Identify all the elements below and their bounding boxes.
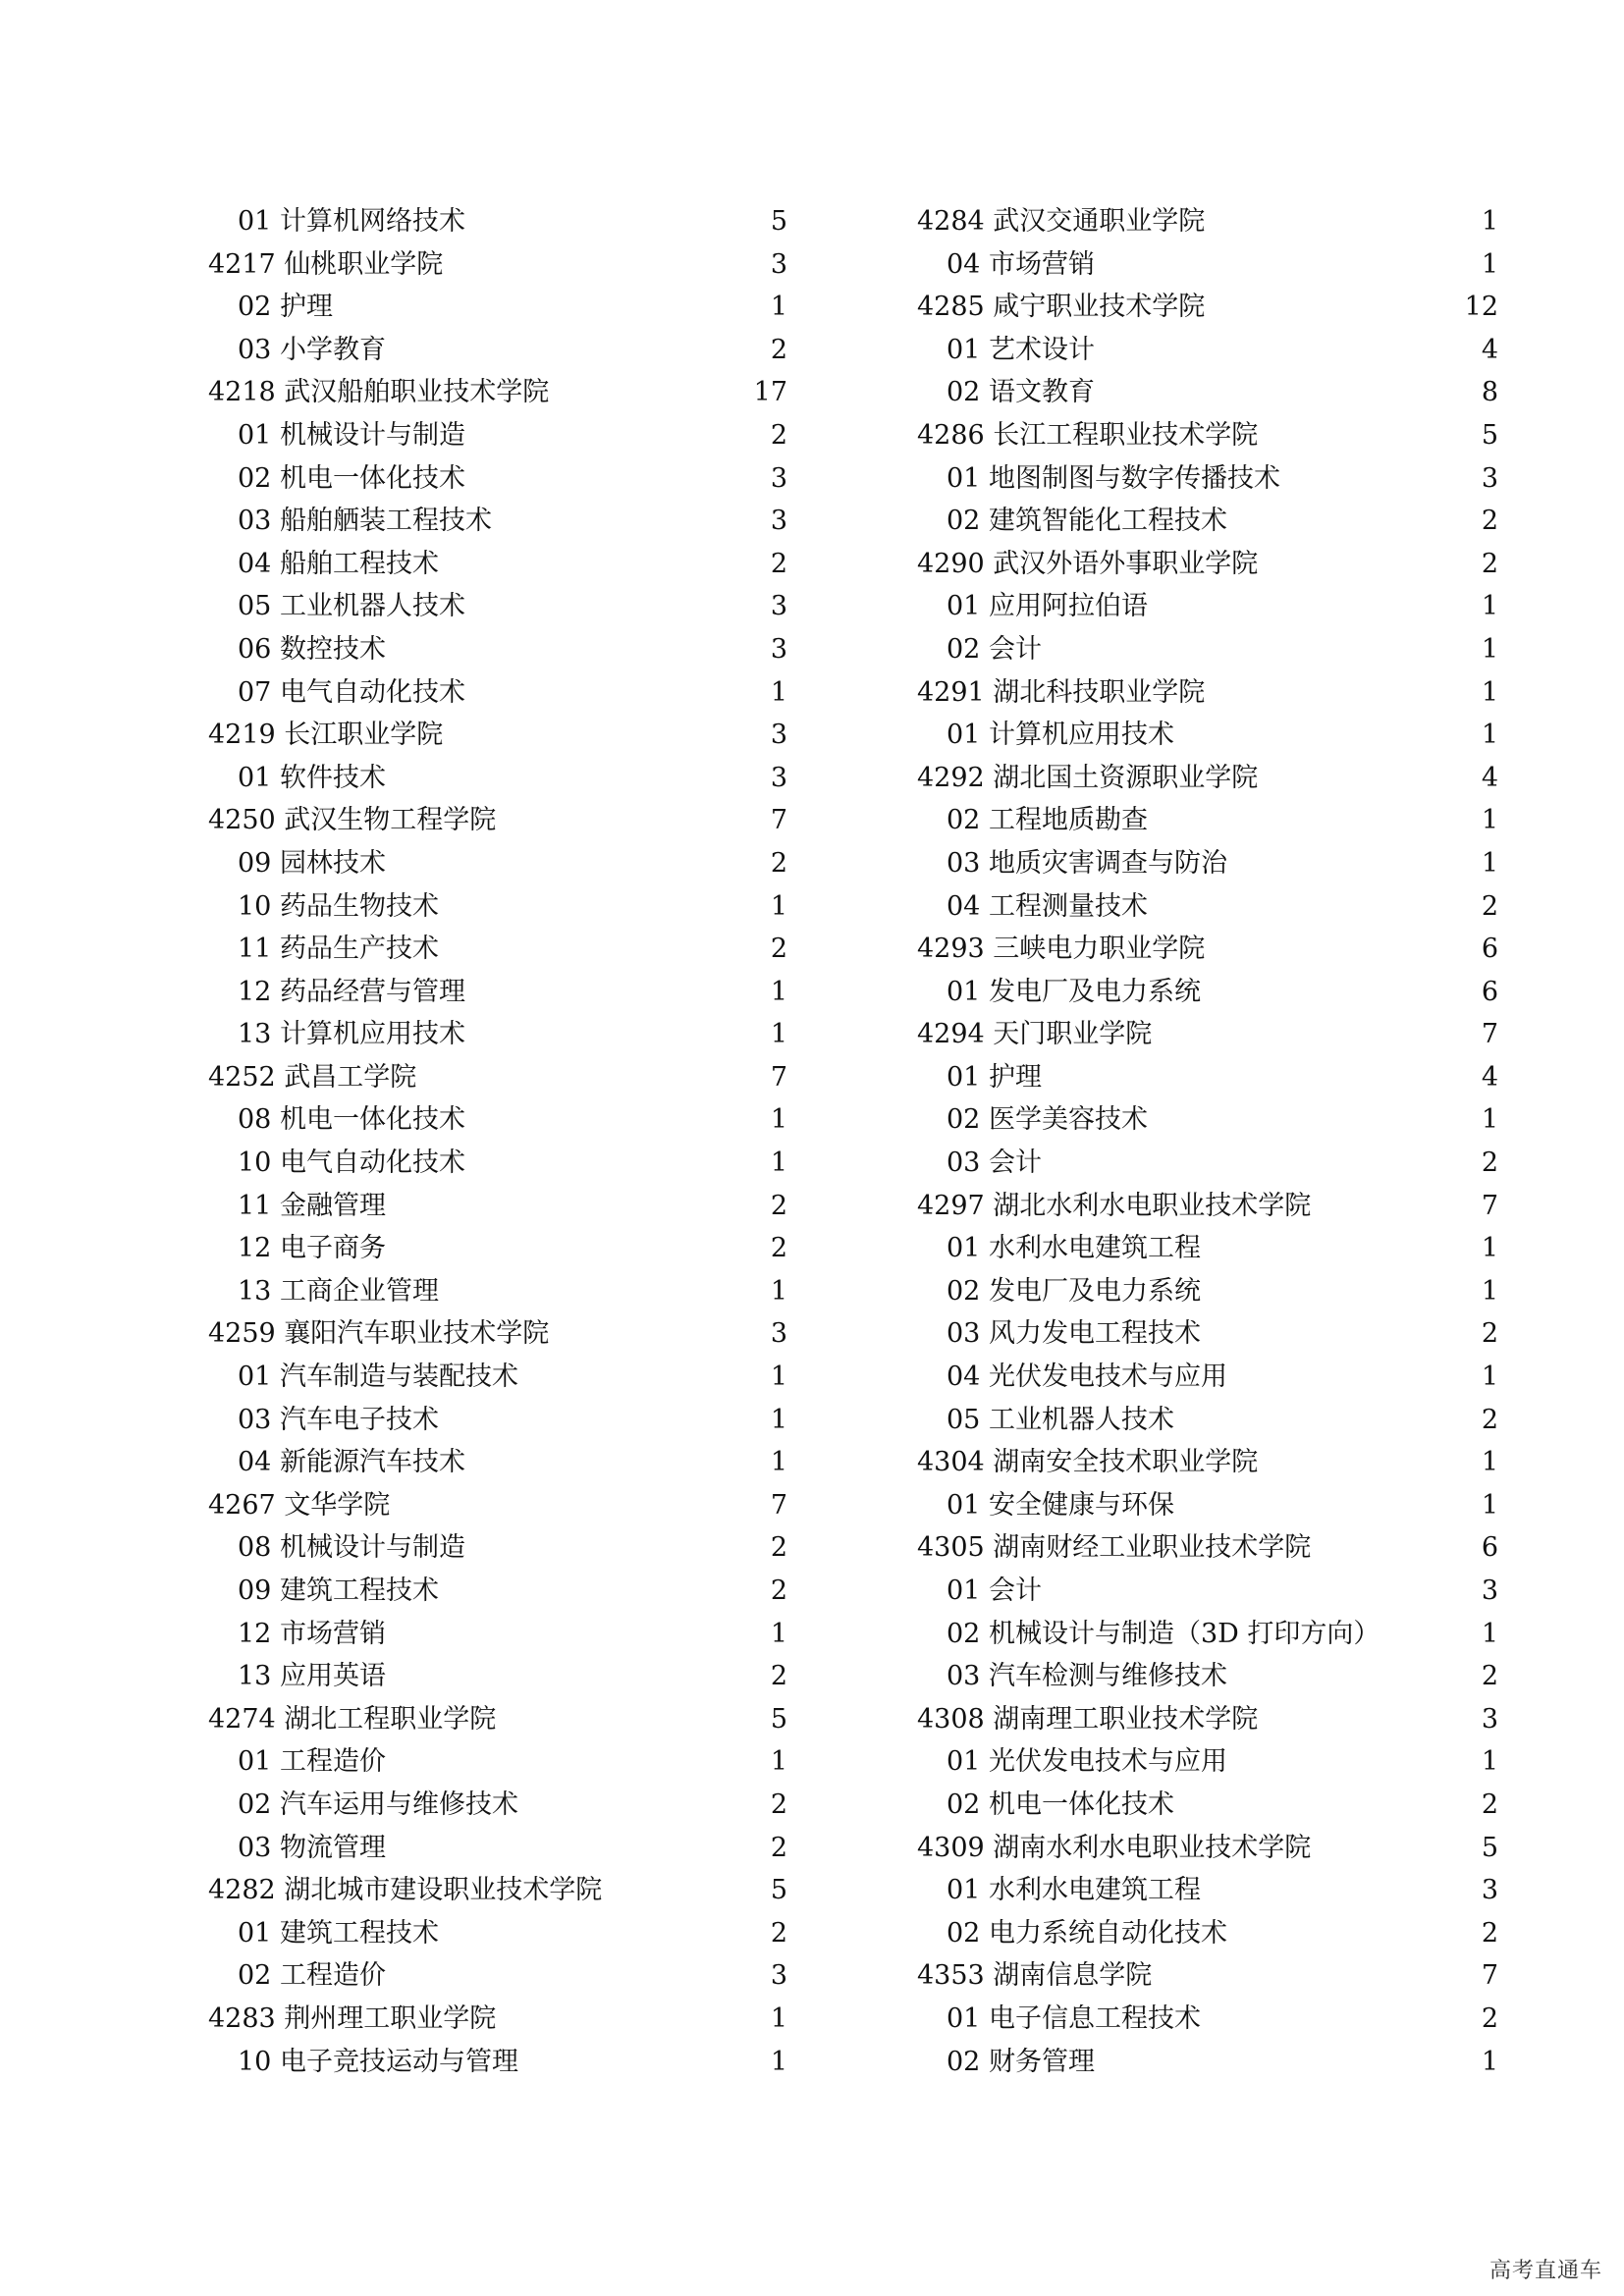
school-name: 4219 长江职业学院	[208, 720, 444, 751]
quota-count: 1	[770, 976, 787, 1007]
major-row	[208, 1784, 787, 1827]
school-row	[917, 1185, 1498, 1228]
quota-count: 3	[1481, 1875, 1498, 1906]
quota-count: 3	[770, 1960, 787, 1992]
quota-count: 1	[770, 2002, 787, 2034]
quota-count: 2	[770, 334, 787, 365]
school-row	[917, 1441, 1498, 1484]
quota-count: 1	[1481, 1104, 1498, 1136]
major-row	[208, 1142, 787, 1185]
major-name: 02 发电厂及电力系统	[947, 1275, 1201, 1307]
quota-count: 7	[770, 805, 787, 836]
major-row	[917, 628, 1498, 671]
major-name: 12 药品经营与管理	[238, 976, 465, 1007]
major-row	[208, 1441, 787, 1484]
quota-count: 3	[1481, 1703, 1498, 1735]
major-name: 04 新能源汽车技术	[238, 1447, 465, 1478]
quota-count: 17	[753, 377, 787, 408]
major-row	[917, 1312, 1498, 1356]
major-row	[917, 1784, 1498, 1827]
quota-count: 1	[1481, 591, 1498, 622]
major-row	[208, 500, 787, 543]
major-name: 04 船舶工程技术	[238, 548, 439, 579]
quota-count: 3	[770, 762, 787, 793]
quota-count: 3	[770, 248, 787, 280]
major-name: 01 汽车制造与装配技术	[238, 1362, 518, 1393]
quota-count: 2	[770, 1190, 787, 1221]
major-name: 01 地图制图与数字传播技术	[947, 462, 1280, 494]
school-row	[917, 1827, 1498, 1870]
school-row	[208, 1869, 787, 1912]
school-name: 4282 湖北城市建设职业技术学院	[208, 1875, 603, 1906]
major-name: 01 计算机应用技术	[947, 720, 1174, 751]
major-name: 01 护理	[947, 1061, 1042, 1093]
quota-count: 5	[1481, 1832, 1498, 1863]
quota-count: 2	[770, 1233, 787, 1264]
major-name: 03 会计	[947, 1148, 1042, 1179]
quota-count: 1	[770, 1404, 787, 1435]
major-row	[208, 286, 787, 329]
school-row	[208, 799, 787, 842]
school-row	[917, 757, 1498, 800]
quota-count: 3	[770, 591, 787, 622]
school-row	[917, 671, 1498, 715]
major-name: 01 计算机网络技术	[238, 206, 465, 237]
quota-count: 1	[770, 1746, 787, 1778]
major-row	[917, 714, 1498, 757]
major-row	[917, 1912, 1498, 1955]
major-row	[208, 1185, 787, 1228]
quota-count: 3	[770, 633, 787, 665]
major-name: 12 电子商务	[238, 1233, 386, 1264]
major-name: 12 市场营销	[238, 1618, 386, 1649]
major-name: 03 物流管理	[238, 1832, 386, 1863]
quota-count: 1	[1481, 805, 1498, 836]
quota-count: 3	[770, 1318, 787, 1350]
major-name: 02 会计	[947, 633, 1042, 665]
major-row	[917, 1142, 1498, 1185]
major-row	[208, 1526, 787, 1570]
quota-count: 2	[770, 1789, 787, 1820]
major-name: 01 电子信息工程技术	[947, 2002, 1201, 2034]
watermark-text: 高考直通车	[1489, 2259, 1602, 2283]
school-name: 4308 湖南理工职业技术学院	[917, 1703, 1259, 1735]
major-row	[917, 971, 1498, 1014]
quota-count: 2	[770, 847, 787, 879]
major-row	[917, 500, 1498, 543]
quota-count: 5	[770, 1703, 787, 1735]
major-name: 02 医学美容技术	[947, 1104, 1148, 1136]
quota-count: 7	[770, 1061, 787, 1093]
major-row	[208, 1655, 787, 1698]
quota-count: 2	[1481, 506, 1498, 537]
major-row	[917, 585, 1498, 628]
major-row	[208, 1399, 787, 1442]
school-row	[917, 200, 1498, 243]
major-name: 01 机械设计与制造	[238, 419, 465, 451]
quota-count: 1	[1481, 206, 1498, 237]
school-name: 4304 湖南安全技术职业学院	[917, 1447, 1259, 1478]
major-name: 03 汽车检测与维修技术	[947, 1661, 1227, 1692]
major-row	[917, 1399, 1498, 1442]
major-name: 03 船舶舾装工程技术	[238, 506, 492, 537]
quota-count: 3	[770, 506, 787, 537]
major-row	[208, 671, 787, 715]
major-row	[208, 457, 787, 501]
school-name: 4274 湖北工程职业学院	[208, 1703, 497, 1735]
major-name: 03 地质灾害调查与防治	[947, 847, 1227, 879]
school-name: 4292 湖北国土资源职业学院	[917, 762, 1259, 793]
school-name: 4353 湖南信息学院	[917, 1960, 1153, 1992]
quota-count: 1	[770, 292, 787, 323]
quota-count: 7	[1481, 1960, 1498, 1992]
major-row	[208, 1013, 787, 1056]
quota-count: 2	[770, 1575, 787, 1606]
quota-count: 1	[1481, 676, 1498, 708]
major-row	[917, 2041, 1498, 2084]
quota-count: 1	[1481, 1362, 1498, 1393]
major-row	[208, 585, 787, 628]
major-row	[208, 1613, 787, 1656]
school-name: 4297 湖北水利水电职业技术学院	[917, 1190, 1312, 1221]
major-name: 13 应用英语	[238, 1661, 386, 1692]
major-name: 11 药品生产技术	[238, 934, 439, 965]
major-row	[208, 329, 787, 372]
major-name: 01 工程造价	[238, 1746, 386, 1778]
major-row	[917, 457, 1498, 501]
school-row	[208, 1056, 787, 1099]
quota-count: 3	[1481, 1575, 1498, 1606]
quota-count: 7	[770, 1489, 787, 1521]
major-name: 07 电气自动化技术	[238, 676, 465, 708]
quota-count: 4	[1481, 762, 1498, 793]
major-name: 13 计算机应用技术	[238, 1019, 465, 1050]
major-name: 01 光伏发电技术与应用	[947, 1746, 1227, 1778]
quota-count: 7	[1481, 1190, 1498, 1221]
school-row	[917, 928, 1498, 971]
major-name: 06 数控技术	[238, 633, 386, 665]
major-row	[917, 1270, 1498, 1313]
major-name: 02 机械设计与制造（3D 打印方向）	[947, 1618, 1380, 1649]
quota-count: 2	[1481, 890, 1498, 922]
quota-count: 2	[770, 548, 787, 579]
right-column	[917, 200, 1498, 2083]
quota-count: 3	[770, 720, 787, 751]
quota-count: 1	[770, 1447, 787, 1478]
quota-count: 1	[770, 1104, 787, 1136]
quota-count: 1	[1481, 248, 1498, 280]
major-row	[208, 1356, 787, 1399]
major-row	[917, 329, 1498, 372]
major-row	[208, 1954, 787, 1998]
school-name: 4294 天门职业学院	[917, 1019, 1153, 1050]
school-row	[208, 243, 787, 287]
major-name: 01 建筑工程技术	[238, 1917, 439, 1949]
quota-count: 6	[1481, 1532, 1498, 1564]
major-row	[208, 1227, 787, 1270]
quota-count: 1	[770, 1618, 787, 1649]
school-name: 4267 文华学院	[208, 1489, 391, 1521]
major-row	[208, 842, 787, 885]
school-row	[917, 1954, 1498, 1998]
major-row	[917, 371, 1498, 414]
quota-count: 1	[770, 890, 787, 922]
major-row	[208, 1270, 787, 1313]
major-name: 11 金融管理	[238, 1190, 386, 1221]
quota-count: 1	[770, 676, 787, 708]
major-row	[917, 1484, 1498, 1527]
major-name: 13 工商企业管理	[238, 1275, 439, 1307]
school-row	[208, 1312, 787, 1356]
major-row	[208, 1912, 787, 1955]
school-name: 4250 武汉生物工程学院	[208, 805, 497, 836]
quota-count: 1	[1481, 1489, 1498, 1521]
major-name: 01 会计	[947, 1575, 1042, 1606]
major-row	[208, 1740, 787, 1784]
quota-count: 1	[770, 1362, 787, 1393]
school-name: 4284 武汉交通职业学院	[917, 206, 1206, 237]
major-name: 02 汽车运用与维修技术	[238, 1789, 518, 1820]
school-name: 4217 仙桃职业学院	[208, 248, 444, 280]
major-row	[917, 1570, 1498, 1613]
quota-count: 2	[770, 1832, 787, 1863]
major-name: 09 园林技术	[238, 847, 386, 879]
quota-count: 1	[770, 2046, 787, 2077]
school-row	[208, 1698, 787, 1741]
major-name: 04 工程测量技术	[947, 890, 1148, 922]
quota-count: 2	[1481, 1318, 1498, 1350]
major-name: 03 汽车电子技术	[238, 1404, 439, 1435]
major-row	[208, 971, 787, 1014]
quota-count: 4	[1481, 334, 1498, 365]
major-row	[208, 1570, 787, 1613]
quota-count: 1	[1481, 1618, 1498, 1649]
major-row	[208, 200, 787, 243]
quota-count: 2	[1481, 1404, 1498, 1435]
quota-count: 1	[770, 1275, 787, 1307]
major-name: 01 安全健康与环保	[947, 1489, 1174, 1521]
quota-count: 3	[770, 462, 787, 494]
quota-count: 2	[770, 1661, 787, 1692]
major-row	[208, 2041, 787, 2084]
major-name: 10 药品生物技术	[238, 890, 439, 922]
major-row	[917, 1227, 1498, 1270]
major-name: 05 工业机器人技术	[238, 591, 465, 622]
major-name: 05 工业机器人技术	[947, 1404, 1174, 1435]
school-row	[208, 1998, 787, 2041]
major-row	[208, 628, 787, 671]
major-row	[208, 1098, 787, 1142]
quota-count: 2	[1481, 1661, 1498, 1692]
quota-count: 6	[1481, 934, 1498, 965]
school-row	[917, 1526, 1498, 1570]
school-name: 4293 三峡电力职业学院	[917, 934, 1206, 965]
major-name: 10 电气自动化技术	[238, 1148, 465, 1179]
major-name: 01 软件技术	[238, 762, 386, 793]
major-row	[917, 1740, 1498, 1784]
quota-count: 2	[1481, 2002, 1498, 2034]
quota-count: 1	[1481, 633, 1498, 665]
major-name: 10 电子竞技运动与管理	[238, 2046, 518, 2077]
quota-count: 2	[1481, 1789, 1498, 1820]
school-row	[917, 1013, 1498, 1056]
quota-count: 5	[770, 206, 787, 237]
quota-count: 1	[1481, 1447, 1498, 1478]
major-row	[917, 885, 1498, 929]
school-row	[208, 1484, 787, 1527]
school-name: 4218 武汉船舶职业技术学院	[208, 377, 550, 408]
major-name: 02 电力系统自动化技术	[947, 1917, 1227, 1949]
quota-count: 2	[1481, 1148, 1498, 1179]
major-row	[208, 414, 787, 457]
quota-count: 6	[1481, 976, 1498, 1007]
major-row	[917, 1056, 1498, 1099]
major-name: 02 财务管理	[947, 2046, 1095, 2077]
quota-count: 1	[1481, 1275, 1498, 1307]
major-row	[917, 1998, 1498, 2041]
quota-count: 2	[770, 419, 787, 451]
quota-count: 2	[770, 934, 787, 965]
quota-count: 1	[1481, 1746, 1498, 1778]
major-name: 02 工程造价	[238, 1960, 386, 1992]
quota-count: 1	[1481, 2046, 1498, 2077]
major-row	[917, 1356, 1498, 1399]
major-row	[917, 1655, 1498, 1698]
major-name: 01 发电厂及电力系统	[947, 976, 1201, 1007]
major-row	[917, 842, 1498, 885]
major-name: 01 水利水电建筑工程	[947, 1233, 1201, 1264]
school-row	[917, 286, 1498, 329]
school-name: 4309 湖南水利水电职业技术学院	[917, 1832, 1312, 1863]
major-name: 03 风力发电工程技术	[947, 1318, 1201, 1350]
quota-count: 1	[770, 1148, 787, 1179]
school-name: 4290 武汉外语外事职业学院	[917, 548, 1259, 579]
major-name: 01 应用阿拉伯语	[947, 591, 1148, 622]
major-row	[917, 243, 1498, 287]
major-name: 09 建筑工程技术	[238, 1575, 439, 1606]
school-name: 4285 咸宁职业技术学院	[917, 292, 1206, 323]
school-name: 4286 长江工程职业技术学院	[917, 419, 1259, 451]
major-row	[917, 1869, 1498, 1912]
major-name: 01 水利水电建筑工程	[947, 1875, 1201, 1906]
major-row	[917, 799, 1498, 842]
major-name: 02 工程地质勘查	[947, 805, 1148, 836]
major-row	[208, 543, 787, 586]
quota-count: 3	[1481, 462, 1498, 494]
major-row	[917, 1098, 1498, 1142]
major-row	[208, 757, 787, 800]
major-name: 03 小学教育	[238, 334, 386, 365]
quota-count: 2	[1481, 1917, 1498, 1949]
major-name: 02 语文教育	[947, 377, 1095, 408]
school-row	[208, 714, 787, 757]
quota-count: 1	[1481, 847, 1498, 879]
quota-count: 1	[770, 1019, 787, 1050]
school-row	[917, 543, 1498, 586]
quota-count: 1	[1481, 720, 1498, 751]
school-row	[208, 371, 787, 414]
quota-count: 2	[770, 1917, 787, 1949]
major-name: 08 机电一体化技术	[238, 1104, 465, 1136]
major-name: 01 艺术设计	[947, 334, 1095, 365]
quota-count: 2	[1481, 548, 1498, 579]
major-row	[208, 928, 787, 971]
major-name: 02 建筑智能化工程技术	[947, 506, 1227, 537]
major-name: 02 护理	[238, 292, 333, 323]
school-name: 4305 湖南财经工业职业技术学院	[917, 1532, 1312, 1564]
quota-count: 2	[770, 1532, 787, 1564]
quota-count: 4	[1481, 1061, 1498, 1093]
school-name: 4252 武昌工学院	[208, 1061, 417, 1093]
quota-count: 5	[1481, 419, 1498, 451]
school-name: 4291 湖北科技职业学院	[917, 676, 1206, 708]
school-row	[917, 1698, 1498, 1741]
major-row	[917, 1613, 1498, 1656]
major-name: 02 机电一体化技术	[947, 1789, 1174, 1820]
major-name: 02 机电一体化技术	[238, 462, 465, 494]
school-name: 4283 荆州理工职业学院	[208, 2002, 497, 2034]
quota-count: 12	[1464, 292, 1498, 323]
left-column	[208, 200, 787, 2083]
school-row	[917, 414, 1498, 457]
major-row	[208, 1827, 787, 1870]
quota-count: 1	[1481, 1233, 1498, 1264]
school-name: 4259 襄阳汽车职业技术学院	[208, 1318, 550, 1350]
major-name: 04 光伏发电技术与应用	[947, 1362, 1227, 1393]
quota-count: 7	[1481, 1019, 1498, 1050]
major-name: 08 机械设计与制造	[238, 1532, 465, 1564]
quota-count: 8	[1481, 377, 1498, 408]
quota-count: 5	[770, 1875, 787, 1906]
major-row	[208, 885, 787, 929]
major-name: 04 市场营销	[947, 248, 1095, 280]
